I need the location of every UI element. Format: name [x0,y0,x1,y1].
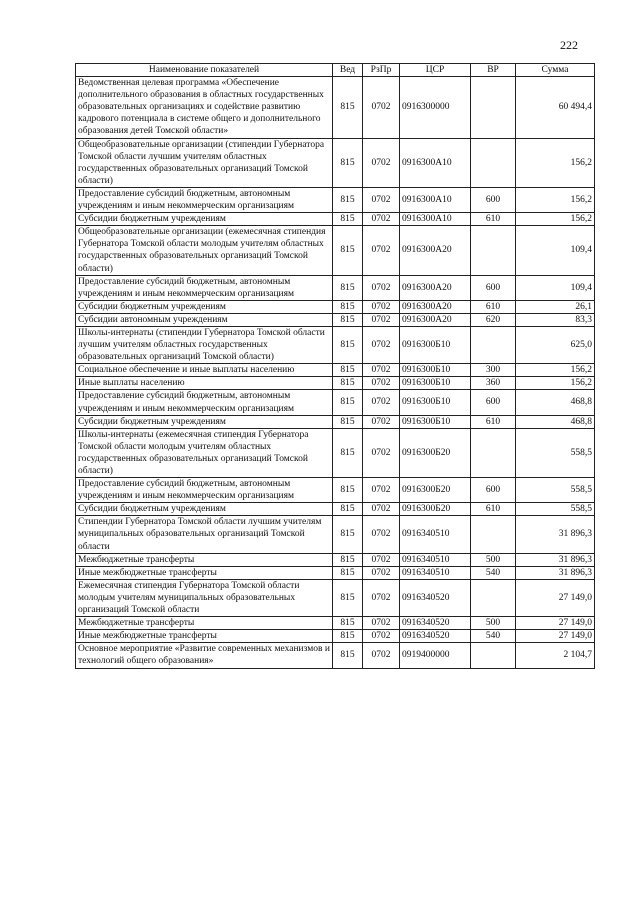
row-ved-cell: 815 [333,226,363,275]
row-sum-cell: 156,2 [516,364,595,377]
row-vr-cell: 600 [471,187,516,212]
row-ved-cell: 815 [333,630,363,643]
table-row [76,77,595,138]
row-sum-cell: 2 104,7 [516,643,595,668]
row-vr-cell: 360 [471,377,516,390]
table-row [76,275,595,300]
row-sum-cell: 109,4 [516,275,595,300]
row-ved-cell: 815 [333,415,363,428]
row-name-cell: Иные межбюджетные трансферты [76,566,333,579]
row-vr-cell: 540 [471,566,516,579]
table-row [76,516,595,553]
row-rzpr-cell: 0702 [363,428,400,477]
row-vr-cell [471,579,516,616]
row-rzpr-cell: 0702 [363,187,400,212]
row-vr-cell: 610 [471,415,516,428]
row-rzpr-cell: 0702 [363,377,400,390]
row-sum-cell: 83,3 [516,313,595,326]
row-ved-cell: 815 [333,300,363,313]
row-name-cell: Субсидии автономным учреждениям [76,313,333,326]
row-rzpr-cell: 0702 [363,138,400,187]
row-ved-cell: 815 [333,503,363,516]
row-rzpr-cell: 0702 [363,503,400,516]
table-row [76,326,595,363]
row-vr-cell: 500 [471,617,516,630]
row-ved-cell: 815 [333,138,363,187]
table-row [76,187,595,212]
row-ved-cell: 815 [333,377,363,390]
row-sum-cell: 468,8 [516,415,595,428]
row-csr-cell: 0916300А10 [400,187,471,212]
row-ved-cell: 815 [333,326,363,363]
table-row [76,428,595,477]
row-vr-cell: 300 [471,364,516,377]
row-csr-cell: 0916300А20 [400,226,471,275]
row-rzpr-cell: 0702 [363,478,400,503]
row-name-cell: Предоставление субсидий бюджетным, автономным учреждениям и иным некоммерческим организациям [76,390,333,415]
row-sum-cell: 31 896,3 [516,553,595,566]
header-csr: ЦСР [400,64,471,77]
header-sum: Сумма [516,64,595,77]
row-vr-cell: 610 [471,300,516,313]
table-header-row [76,64,595,77]
row-csr-cell: 0916300Б10 [400,377,471,390]
row-sum-cell: 109,4 [516,226,595,275]
table-row [76,300,595,313]
row-sum-cell: 60 494,4 [516,77,595,138]
row-sum-cell: 625,0 [516,326,595,363]
row-vr-cell [471,138,516,187]
table-row [76,415,595,428]
row-name-cell: Общеобразовательные организации (ежемесячная стипендия Губернатора Томской области молодым учителям областных государственных образовательных организаций Томской области) [76,226,333,275]
row-name-cell: Предоставление субсидий бюджетным, автономным учреждениям и иным некоммерческим организациям [76,478,333,503]
row-name-cell: Ежемесячная стипендия Губернатора Томской области молодым учителям муниципальных образовательных организаций Томской области [76,579,333,616]
row-csr-cell: 0916340510 [400,516,471,553]
row-vr-cell: 610 [471,503,516,516]
row-ved-cell: 815 [333,579,363,616]
row-rzpr-cell: 0702 [363,226,400,275]
row-csr-cell: 0916340510 [400,566,471,579]
row-ved-cell: 815 [333,313,363,326]
row-rzpr-cell: 0702 [363,617,400,630]
table-row [76,579,595,616]
row-rzpr-cell: 0702 [363,213,400,226]
table-row [76,630,595,643]
header-rzpr: РзПр [363,64,400,77]
row-sum-cell: 31 896,3 [516,516,595,553]
row-vr-cell: 620 [471,313,516,326]
row-name-cell: Субсидии бюджетным учреждениям [76,300,333,313]
row-rzpr-cell: 0702 [363,553,400,566]
row-csr-cell: 0916300Б10 [400,326,471,363]
row-csr-cell: 0916300000 [400,77,471,138]
row-sum-cell: 156,2 [516,377,595,390]
row-csr-cell: 0916340520 [400,579,471,616]
row-csr-cell: 0916300А10 [400,213,471,226]
table-row [76,643,595,668]
row-csr-cell: 0919400000 [400,643,471,668]
row-vr-cell: 500 [471,553,516,566]
row-csr-cell: 0916300А20 [400,275,471,300]
row-sum-cell: 26,1 [516,300,595,313]
table-row [76,617,595,630]
table-row [76,313,595,326]
row-csr-cell: 0916300Б10 [400,415,471,428]
header-name: Наименование показателей [76,64,333,77]
table-row [76,364,595,377]
row-rzpr-cell: 0702 [363,313,400,326]
row-rzpr-cell: 0702 [363,275,400,300]
row-ved-cell: 815 [333,478,363,503]
row-vr-cell [471,643,516,668]
table-row [76,138,595,187]
row-rzpr-cell: 0702 [363,390,400,415]
row-rzpr-cell: 0702 [363,364,400,377]
table-body [76,77,595,668]
row-name-cell: Школы-интернаты (стипендии Губернатора Томской области лучшим учителям областных государственных образовательных организаций Томской области) [76,326,333,363]
row-vr-cell: 610 [471,213,516,226]
row-csr-cell: 0916300А20 [400,313,471,326]
table-row [76,377,595,390]
header-vr: ВР [471,64,516,77]
row-name-cell: Иные межбюджетные трансферты [76,630,333,643]
row-vr-cell [471,326,516,363]
row-rzpr-cell: 0702 [363,630,400,643]
table-row [76,503,595,516]
row-name-cell: Основное мероприятие «Развитие современных механизмов и технологий общего образования» [76,643,333,668]
row-vr-cell: 540 [471,630,516,643]
row-vr-cell: 600 [471,275,516,300]
row-vr-cell: 600 [471,390,516,415]
row-ved-cell: 815 [333,213,363,226]
header-ved: Вед [333,64,363,77]
row-csr-cell: 0916300Б20 [400,428,471,477]
row-rzpr-cell: 0702 [363,300,400,313]
row-vr-cell [471,77,516,138]
row-ved-cell: 815 [333,553,363,566]
table-row [76,478,595,503]
row-csr-cell: 0916340510 [400,553,471,566]
row-ved-cell: 815 [333,187,363,212]
row-ved-cell: 815 [333,617,363,630]
row-rzpr-cell: 0702 [363,326,400,363]
row-csr-cell: 0916300А10 [400,138,471,187]
table-row [76,213,595,226]
row-name-cell: Субсидии бюджетным учреждениям [76,503,333,516]
row-name-cell: Ведомственная целевая программа «Обеспечение дополнительного образования в областных государственных образовательных организациях и содействие развитию кадрового потенциала в системе общего и дополнительного образования детей Томской области» [76,77,333,138]
row-sum-cell: 31 896,3 [516,566,595,579]
row-ved-cell: 815 [333,77,363,138]
budget-table [75,63,595,669]
row-ved-cell: 815 [333,275,363,300]
row-name-cell: Межбюджетные трансферты [76,617,333,630]
row-sum-cell: 27 149,0 [516,630,595,643]
row-sum-cell: 156,2 [516,213,595,226]
row-vr-cell [471,226,516,275]
row-csr-cell: 0916340520 [400,617,471,630]
row-sum-cell: 468,8 [516,390,595,415]
row-rzpr-cell: 0702 [363,566,400,579]
row-csr-cell: 0916300Б20 [400,503,471,516]
row-rzpr-cell: 0702 [363,415,400,428]
row-sum-cell: 156,2 [516,187,595,212]
row-ved-cell: 815 [333,364,363,377]
row-sum-cell: 27 149,0 [516,617,595,630]
row-vr-cell [471,428,516,477]
row-name-cell: Иные выплаты населению [76,377,333,390]
row-name-cell: Социальное обеспечение и иные выплаты населению [76,364,333,377]
table-row [76,553,595,566]
table-row [76,226,595,275]
row-csr-cell: 0916300А20 [400,300,471,313]
row-sum-cell: 558,5 [516,503,595,516]
row-csr-cell: 0916300Б20 [400,478,471,503]
row-name-cell: Общеобразовательные организации (стипендии Губернатора Томской области лучшим учителям областных государственных образовательных организаций Томской области) [76,138,333,187]
row-sum-cell: 27 149,0 [516,579,595,616]
row-name-cell: Межбюджетные трансферты [76,553,333,566]
row-ved-cell: 815 [333,390,363,415]
table-row [76,390,595,415]
row-name-cell: Субсидии бюджетным учреждениям [76,213,333,226]
page-number: 222 [560,38,578,52]
row-name-cell: Субсидии бюджетным учреждениям [76,415,333,428]
row-sum-cell: 558,5 [516,428,595,477]
row-ved-cell: 815 [333,428,363,477]
row-sum-cell: 558,5 [516,478,595,503]
row-name-cell: Предоставление субсидий бюджетным, автономным учреждениям и иным некоммерческим организациям [76,187,333,212]
row-rzpr-cell: 0702 [363,77,400,138]
row-csr-cell: 0916300Б10 [400,390,471,415]
row-name-cell: Школы-интернаты (ежемесячная стипендия Губернатора Томской области молодым учителям областных государственных образовательных организаций Томской области) [76,428,333,477]
row-csr-cell: 0916340520 [400,630,471,643]
row-name-cell: Предоставление субсидий бюджетным, автономным учреждениям и иным некоммерческим организациям [76,275,333,300]
row-vr-cell [471,516,516,553]
row-ved-cell: 815 [333,643,363,668]
row-name-cell: Стипендии Губернатора Томской области лучшим учителям муниципальных образовательных организаций Томской области [76,516,333,553]
row-ved-cell: 815 [333,566,363,579]
row-rzpr-cell: 0702 [363,579,400,616]
table-row [76,566,595,579]
row-vr-cell: 600 [471,478,516,503]
row-csr-cell: 0916300Б10 [400,364,471,377]
row-ved-cell: 815 [333,516,363,553]
row-rzpr-cell: 0702 [363,643,400,668]
row-rzpr-cell: 0702 [363,516,400,553]
row-sum-cell: 156,2 [516,138,595,187]
